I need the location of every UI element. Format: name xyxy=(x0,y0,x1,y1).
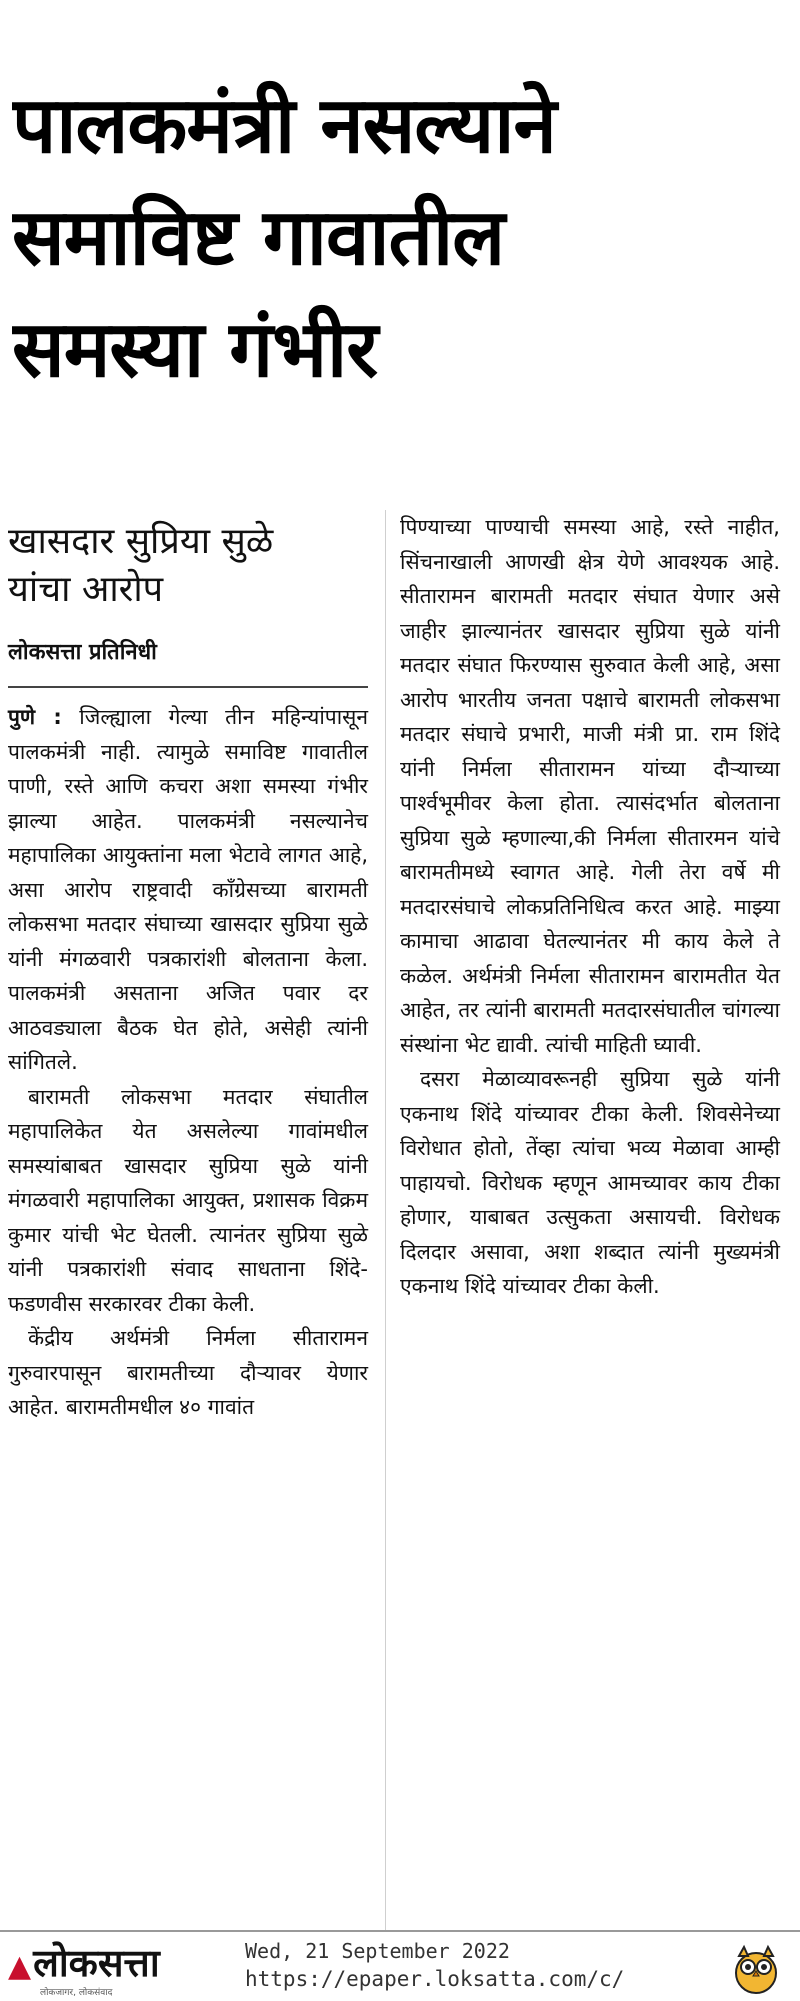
headline xyxy=(12,70,792,406)
logo-tagline: लोकजागर, लोकसंवाद xyxy=(40,1988,113,1998)
column-divider xyxy=(385,510,386,1930)
edition-url[interactable]: https://epaper.loksatta.com/c/ xyxy=(245,1967,625,1991)
byline-divider xyxy=(8,686,368,688)
footer-divider xyxy=(0,1930,800,1932)
subheadline xyxy=(8,518,368,614)
headline-line: समाविष्ट गावातील xyxy=(12,193,505,283)
loksatta-logo[interactable] xyxy=(8,1941,160,1989)
subheadline-line: यांचा आरोप xyxy=(8,569,164,610)
right-column xyxy=(400,510,780,1304)
logo-flame-icon: ▲ xyxy=(8,1949,32,1984)
logo-text: लोकसत्ता xyxy=(33,1940,160,1985)
headline-line: पालकमंत्री नसल्याने xyxy=(12,81,556,171)
subheadline-line: खासदार सुप्रिया सुळे xyxy=(8,521,274,562)
paragraph xyxy=(8,700,368,1080)
left-column xyxy=(8,510,368,1425)
paragraph-text: जिल्ह्याला गेल्या तीन महिन्यांपासून पालकमंत्री नाही. त्यामुळे समाविष्ट गावातील पाणी, रस्ते आणि कचरा अशा समस्या गंभीर झाल्या आहेत. पालकमंत्री नसल्यानेच महापालिका आयुक्तांना मला भेटावे लागत आहे, असा आरोप राष्ट्रवादी काँग्रेसच्या बारामती लोकसभा मतदार संघाच्या खासदार सुप्रिया सुळे यांनी मंगळवारी पत्रकारांशी बोलताना केला. पालकमंत्री असताना अजित पवार दर आठवड्याला बैठक घेत होते, असेही त्यांनी सांगितले. xyxy=(8,705,368,1074)
byline: लोकसत्ता प्रतिनिधी xyxy=(8,640,157,665)
paragraph: बारामती लोकसभा मतदार संघातील महापालिकेत येत असलेल्या गावांमधील समस्यांबाबत खासदार सुप्रिया सुळे यांनी मंगळवारी महापालिका आयुक्त, प्रशासक विक्रम कुमार यांची भेट घेतली. त्यानंतर सुप्रिया सुळे यांनी पत्रकारांशी संवाद साधताना शिंदे-फडणवीस सरकारवर टीका केली. xyxy=(8,1084,368,1316)
paragraph: दसरा मेळाव्यावरूनही सुप्रिया सुळे यांनी एकनाथ शिंदे यांच्यावर टीका केली. शिवसेनेच्या विरोधात होतो, तेंव्हा त्यांचा भव्य मेळावा आम्ही पाहायचो. विरोधक म्हणून आमच्यावर काय टीका होणार, याबाबत उत्सुकता असायची. विरोधक दिलदार असावा, अशा शब्दात त्यांनी मुख्यमंत्री एकनाथ शिंदे यांच्यावर टीका केली. xyxy=(400,1067,780,1298)
footer xyxy=(0,1935,800,2001)
owl-icon xyxy=(730,1943,782,1995)
paragraph: पिण्याच्या पाण्याची समस्या आहे, रस्ते नाहीत, सिंचनाखाली आणखी क्षेत्र येणे आवश्यक आहे. सीतारामन बारामती मतदार संघात येणार असे जाहीर झाल्यानंतर खासदार सुप्रिया सुळे यांनी मतदार संघात फिरण्यास सुरुवात केली आहे, असा आरोप भारतीय जनता पक्षाचे बारामती लोकसभा मतदार संघाचे प्रभारी, माजी मंत्री प्रा. राम शिंदे यांनी निर्मला सीतारामन यांच्या दौऱ्याच्या पार्श्वभूमीवर केला होता. त्यासंदर्भात बोलताना सुप्रिया सुळे म्हणाल्या,की निर्मला सीतारमन यांचे बारामतीमध्ये स्वागत आहे. गेली तेरा वर्षे मी मतदारसंघाचे लोकप्रतिनिधित्व करत आहे. माझ्या कामाचा आढावा घेतल्यानंतर मी काय केले ते कळेल. अर्थमंत्री निर्मला सीतारामन बारामतीत येत आहेत, तर त्यांनी बारामती मतदारसंघातील चांगल्या संस्थांना भेट द्यावी. त्यांची माहिती घ्यावी. xyxy=(400,515,780,1057)
paragraph: केंद्रीय अर्थमंत्री निर्मला सीतारामन गुरुवारपासून बारामतीच्या दौऱ्यावर येणार आहेत. बारामतीमधील ४० गावांत xyxy=(8,1326,368,1419)
dateline: पुणे : xyxy=(8,705,62,729)
headline-line: समस्या गंभीर xyxy=(12,305,378,395)
edition-date: Wed, 21 September 2022 xyxy=(245,1939,510,1963)
